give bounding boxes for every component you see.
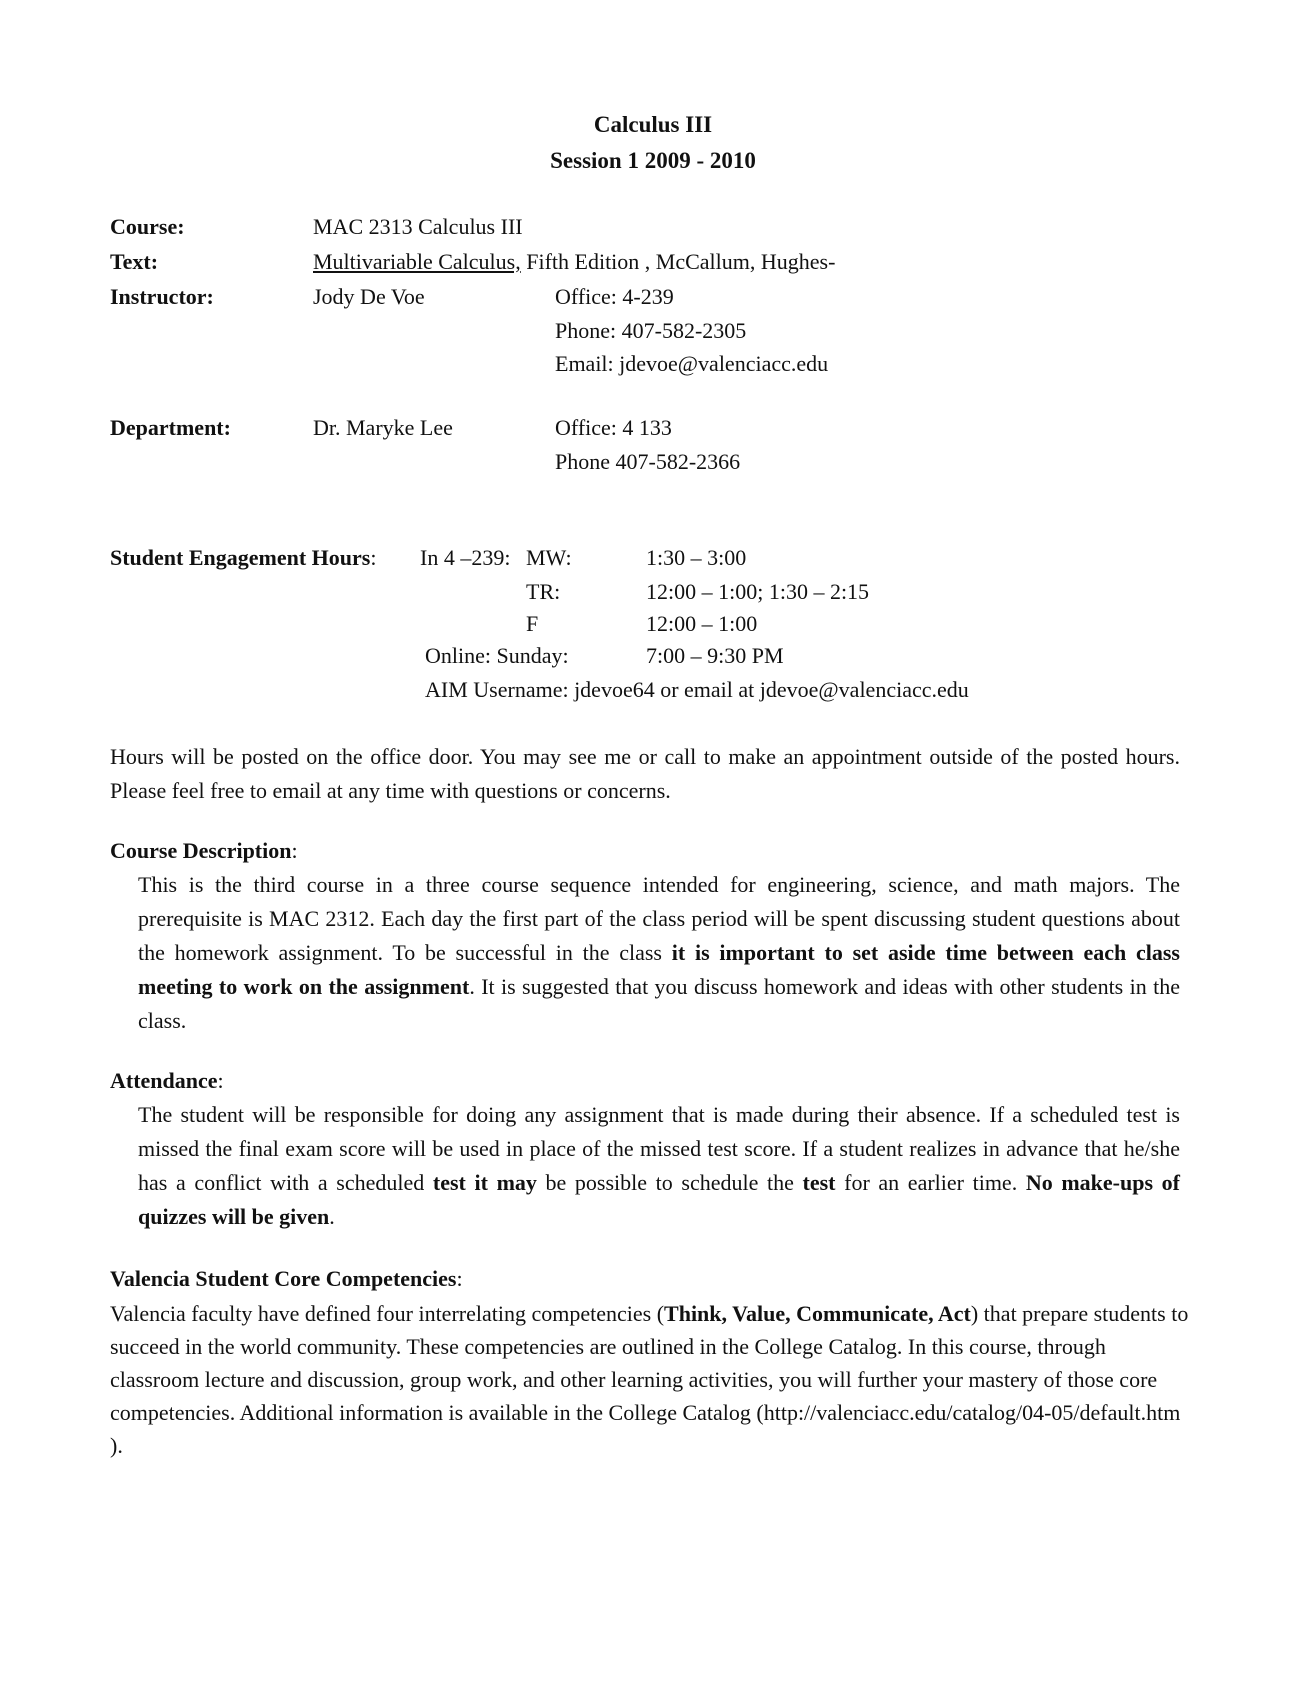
online-hours-label: Online: Sunday: [425, 643, 569, 668]
document-title: Calculus III [593, 112, 713, 137]
course-description-text: This is the third course in a three course sequence intended for engineering, science, and math majors. The prerequisite is MAC 2312. Each day the first part of the class period will be spent discussing student questions about the homework assignment. To be successful in the class it is important to set aside time between each class meeting to work on the assignment. It is suggested that you discuss homework and ideas with other students in the class. [138, 872, 1180, 1033]
instructor-name: Jody De Voe [313, 284, 425, 309]
engagement-time-mw: 1:30 – 3:00 [646, 545, 747, 570]
competencies-heading: Valencia Student Core Competencies: [110, 1266, 463, 1291]
online-hours-time: 7:00 – 9:30 PM [646, 643, 784, 668]
attendance-text: The student will be responsible for doing any assignment that is made during their absence. If a scheduled test is missed the final exam score will be used in place of the missed test score. If a student realizes in advance that he/she has a conflict with a scheduled test it may be possible to schedule the test for an earlier time. No make-ups of quizzes will be given. [138, 1102, 1180, 1229]
course-value: MAC 2313 Calculus III [313, 214, 523, 239]
engagement-day-mw: MW: [526, 545, 572, 570]
department-label: Department: [110, 415, 231, 440]
competencies-text: Valencia faculty have defined four interrelating competencies (Think, Value, Communicate, Act) that prepare students to succeed in the world community. These competencies are outlined in the College Catalog. In this course, through classroom lecture and discussion, group work, and other learning activities, you will further your mastery of those core competencies. Additional information is available in the College Catalog (http://valenciacc.edu/catalog/04-05/default.htm ). [110, 1301, 1189, 1458]
course-description-heading: Course Description: [110, 838, 298, 863]
engagement-day-tr: TR: [526, 579, 561, 604]
book-details: Fifth Edition , McCallum, Hughes- [520, 249, 836, 274]
instructor-email: Email: jdevoe@valenciacc.edu [555, 351, 829, 376]
engagement-day-f: F [526, 611, 539, 636]
course-label: Course: [110, 214, 185, 239]
department-phone: Phone 407-582-2366 [555, 449, 741, 474]
hours-note: Hours will be posted on the office door. You may see me or call to make an appointment outside of the posted hours. Please feel free to email at any time with questions or concerns. [110, 744, 1180, 803]
book-title: Multivariable Calculus, [313, 249, 521, 274]
instructor-phone: Phone: 407-582-2305 [555, 318, 747, 343]
instructor-label: Instructor: [110, 284, 214, 309]
instructor-office: Office: 4-239 [555, 284, 674, 309]
aim-contact: AIM Username: jdevoe64 or email at jdevoe@valenciacc.edu [425, 677, 969, 702]
engagement-heading: Student Engagement Hours: [110, 545, 377, 570]
attendance-heading: Attendance: [110, 1068, 224, 1093]
text-label: Text: [110, 249, 159, 274]
engagement-time-f: 12:00 – 1:00 [646, 611, 758, 636]
text-value [313, 249, 835, 275]
session-heading: Session 1 2009 - 2010 [550, 148, 756, 173]
department-office: Office: 4 133 [555, 415, 672, 440]
engagement-time-tr: 12:00 – 1:00; 1:30 – 2:15 [646, 579, 870, 604]
department-chair: Dr. Maryke Lee [313, 415, 453, 440]
engagement-location: In 4 –239: [420, 545, 511, 570]
